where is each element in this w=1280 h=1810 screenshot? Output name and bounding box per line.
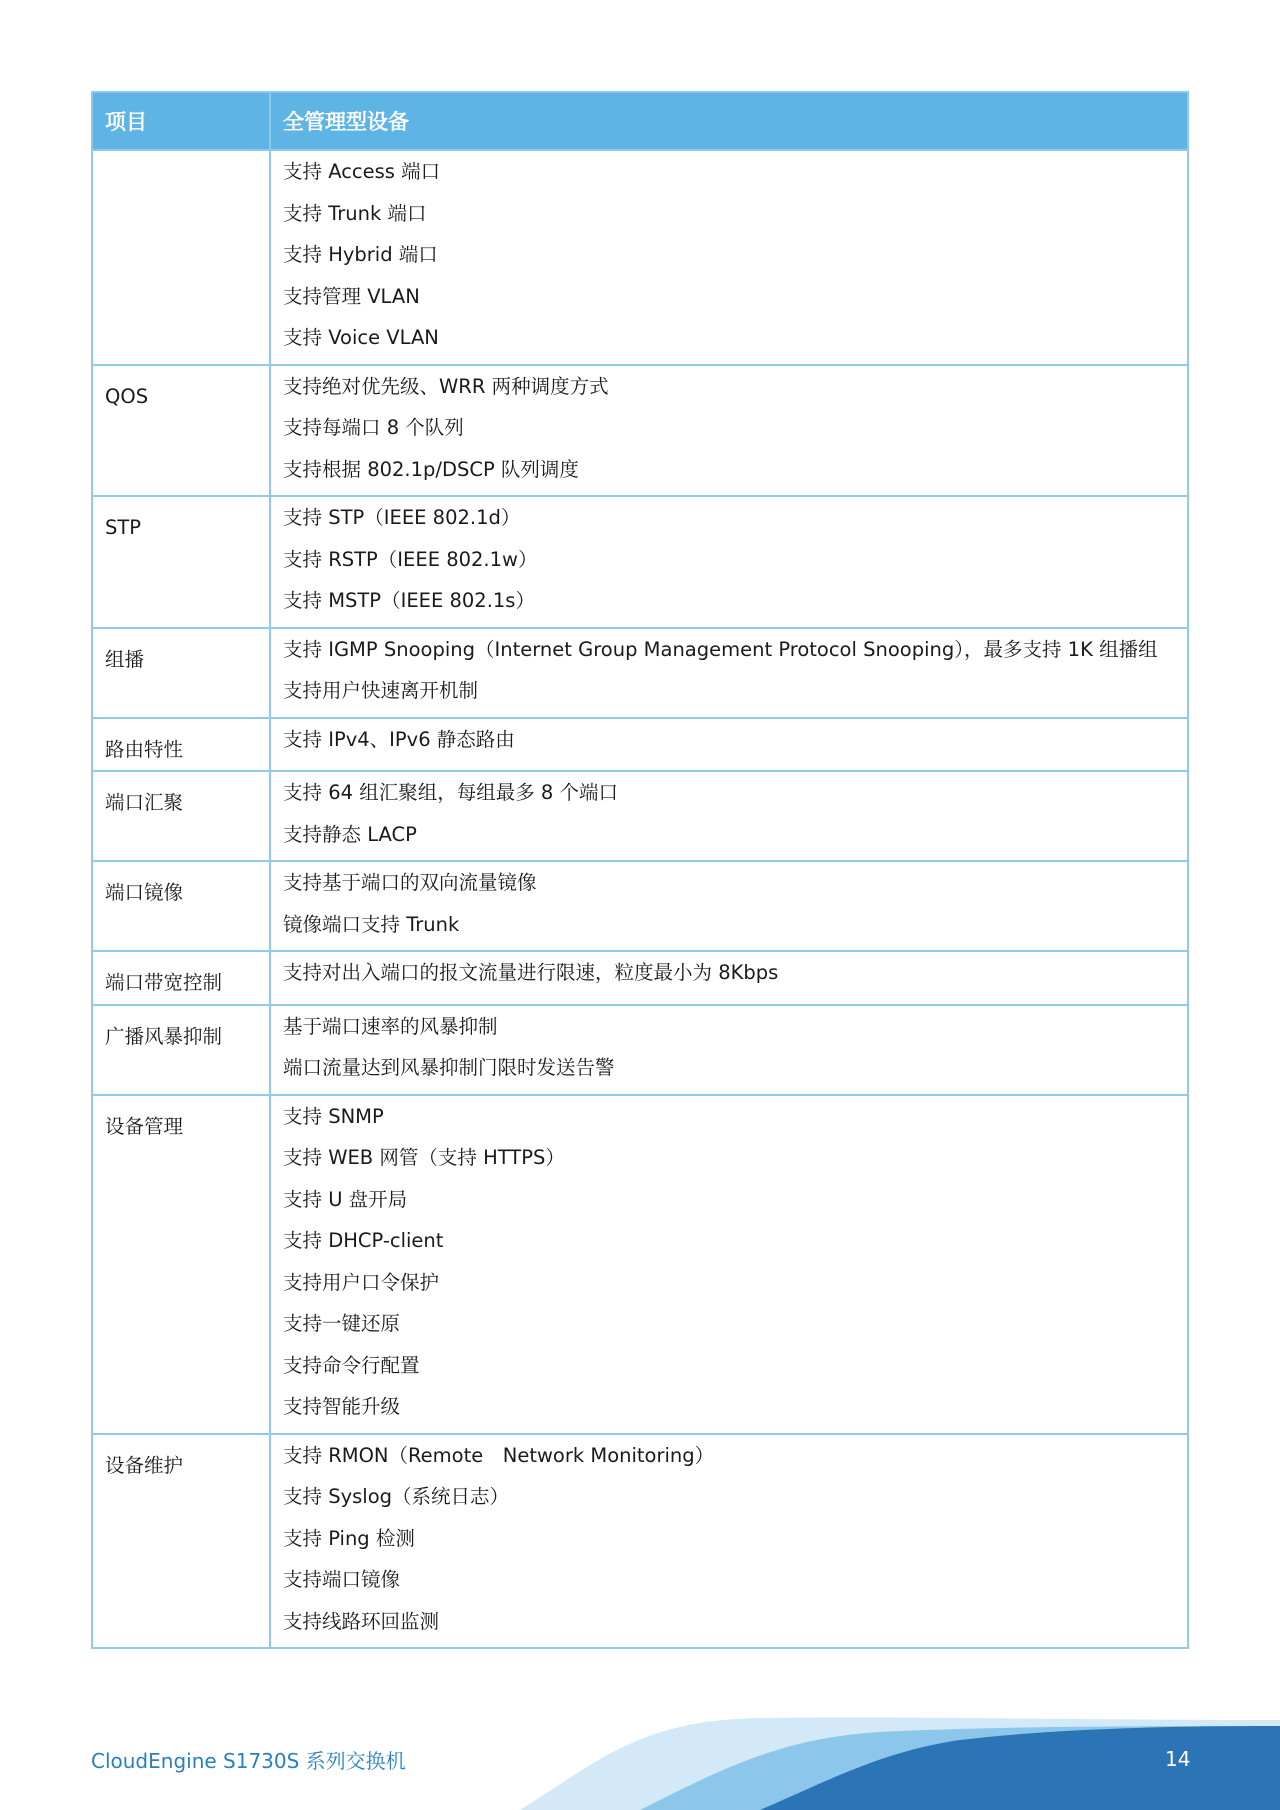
feature-list — [283, 1435, 1187, 1643]
feature-item: 支持 MSTP（IEEE 802.1s） — [283, 589, 535, 612]
footer-title: CloudEngine S1730S 系列交换机 — [91, 1749, 406, 1773]
row-features-cell — [270, 365, 1188, 497]
feature-item: 支持 STP（IEEE 802.1d） — [283, 506, 521, 529]
row-item-label: 组播 — [105, 647, 145, 671]
feature-item: 支持一键还原 — [283, 1312, 401, 1335]
row-features-cell — [270, 951, 1188, 1005]
feature-list — [283, 862, 1187, 945]
table-row — [92, 496, 1188, 628]
feature-item: 支持智能升级 — [283, 1395, 401, 1418]
feature-list — [283, 772, 1187, 855]
table-row — [92, 1005, 1188, 1095]
feature-item: 支持根据 802.1p/DSCP 队列调度 — [283, 457, 579, 481]
row-features-cell — [270, 1434, 1188, 1649]
row-features-cell — [270, 1095, 1188, 1434]
row-item-cell — [92, 496, 270, 628]
row-item-label: 广播风暴抑制 — [105, 1024, 223, 1048]
table-row — [92, 771, 1188, 861]
row-features-cell — [270, 496, 1188, 628]
feature-list — [283, 1006, 1187, 1089]
feature-item: 支持 64 组汇聚组，每组最多 8 个端口 — [283, 781, 619, 804]
table-row — [92, 150, 1188, 365]
feature-item: 支持静态 LACP — [283, 822, 417, 846]
feature-item: 支持 U 盘开局 — [283, 1187, 408, 1211]
row-item-label: 端口汇聚 — [105, 791, 184, 814]
row-item-cell — [92, 951, 270, 1005]
row-item-cell — [92, 1434, 270, 1649]
feature-item: 支持用户快速离开机制 — [283, 679, 479, 702]
feature-item: 端口流量达到风暴抑制门限时发送告警 — [283, 1056, 615, 1079]
table-row — [92, 628, 1188, 718]
row-features-cell — [270, 628, 1188, 718]
row-features-cell — [270, 150, 1188, 365]
row-item-label: STP — [105, 516, 142, 539]
feature-item: 支持绝对优先级、WRR 两种调度方式 — [283, 374, 609, 398]
row-item-label: 路由特性 — [105, 737, 184, 761]
feature-item: 支持 Hybrid 端口 — [283, 243, 438, 266]
feature-item: 支持 Trunk 端口 — [283, 201, 427, 225]
table-body — [92, 150, 1188, 1648]
feature-item: 基于端口速率的风暴抑制 — [283, 1014, 498, 1038]
row-item-label: QOS — [105, 384, 149, 408]
spec-table — [91, 91, 1189, 1649]
feature-item: 支持 DHCP-client — [283, 1229, 444, 1252]
feature-item: 支持基于端口的双向流量镜像 — [283, 871, 537, 894]
table-row — [92, 861, 1188, 951]
feature-list — [283, 629, 1187, 712]
feature-item: 支持每端口 8 个队列 — [283, 416, 464, 439]
feature-item: 支持 Syslog（系统日志） — [283, 1485, 510, 1508]
feature-list — [283, 366, 1187, 491]
row-item-cell — [92, 861, 270, 951]
feature-item: 支持 IGMP Snooping（Internet Group Management Protocol Snooping），最多支持 1K 组播组 — [283, 637, 1158, 661]
feature-list — [283, 719, 1187, 761]
table-row — [92, 365, 1188, 497]
table-row — [92, 951, 1188, 1005]
feature-item: 支持 SNMP — [283, 1104, 384, 1128]
feature-item: 镜像端口支持 Trunk — [283, 912, 460, 936]
row-features-cell — [270, 771, 1188, 861]
feature-item: 支持对出入端口的报文流量进行限速，粒度最小为 8Kbps — [283, 961, 779, 984]
feature-item: 支持 Voice VLAN — [283, 326, 439, 349]
table-header-row — [92, 92, 1188, 150]
row-item-cell — [92, 1095, 270, 1434]
row-item-cell — [92, 150, 270, 365]
feature-list — [283, 1096, 1187, 1428]
feature-item: 支持命令行配置 — [283, 1353, 420, 1377]
row-features-cell — [270, 861, 1188, 951]
header-item: 项目 — [92, 92, 270, 150]
feature-item: 支持 Access 端口 — [283, 160, 441, 183]
header-device: 全管理型设备 — [270, 92, 1188, 150]
table-row — [92, 1095, 1188, 1434]
row-item-label: 端口镜像 — [105, 881, 184, 904]
row-item-cell — [92, 718, 270, 772]
row-item-cell — [92, 365, 270, 497]
row-features-cell — [270, 718, 1188, 772]
feature-item: 支持管理 VLAN — [283, 284, 420, 308]
feature-item: 支持 Ping 检测 — [283, 1526, 415, 1550]
row-features-cell — [270, 1005, 1188, 1095]
row-item-cell — [92, 1005, 270, 1095]
feature-list — [283, 151, 1187, 359]
feature-item: 支持线路环回监测 — [283, 1609, 440, 1633]
feature-item: 支持 WEB 网管（支持 HTTPS） — [283, 1146, 565, 1169]
row-item-label: 设备维护 — [105, 1453, 184, 1477]
feature-list — [283, 497, 1187, 622]
row-item-label: 端口带宽控制 — [105, 971, 223, 994]
feature-item: 支持 IPv4、IPv6 静态路由 — [283, 727, 515, 751]
feature-item: 支持 RSTP（IEEE 802.1w） — [283, 547, 538, 571]
row-item-cell — [92, 628, 270, 718]
row-item-label — [105, 161, 269, 203]
feature-item: 支持 RMON（Remote Network Monitoring） — [283, 1443, 715, 1467]
feature-item: 支持端口镜像 — [283, 1568, 401, 1591]
table-row — [92, 1434, 1188, 1649]
feature-list — [283, 952, 1187, 994]
row-item-label: 设备管理 — [105, 1114, 184, 1138]
page-number: 14 — [1165, 1747, 1191, 1771]
table-row — [92, 718, 1188, 772]
row-item-cell — [92, 771, 270, 861]
feature-item: 支持用户口令保护 — [283, 1270, 440, 1294]
